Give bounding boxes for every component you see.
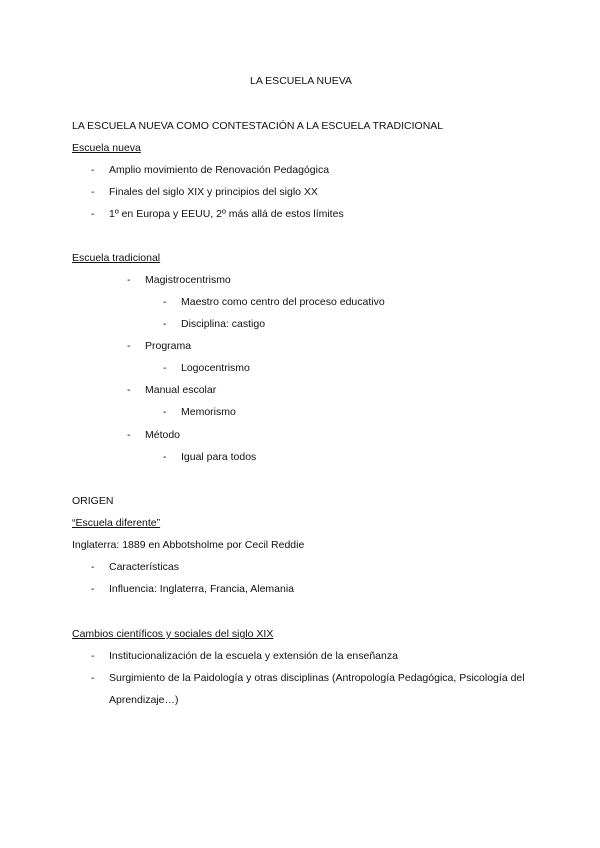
list-item: Manual escolar <box>145 384 217 396</box>
section-heading-origen: ORIGEN <box>72 495 114 507</box>
bullet-dash: - <box>127 274 131 286</box>
sub-list-item: Disciplina: castigo <box>181 318 266 330</box>
origin-statement: Inglaterra: 1889 en Abbotsholme por Cecil Reddie <box>72 539 305 551</box>
sub-list-item: Logocentrismo <box>181 362 250 374</box>
list-item: 1º en Europa y EEUU, 2º más allá de estos límites <box>109 208 344 220</box>
bullet-dash: - <box>127 429 131 441</box>
bullet-dash: - <box>163 318 167 330</box>
list-item: Programa <box>145 340 192 352</box>
bullet-dash: - <box>127 340 131 352</box>
label-cambios: Cambios científicos y sociales del siglo XIX <box>72 628 274 640</box>
list-item: Institucionalización de la escuela y extensión de la enseñanza <box>109 650 398 662</box>
label-escuela-tradicional: Escuela tradicional <box>72 252 161 264</box>
section-heading-contestacion: LA ESCUELA NUEVA COMO CONTESTACIÓN A LA ESCUELA TRADICIONAL <box>72 120 444 132</box>
label-escuela-diferente: “Escuela diferente” <box>72 517 161 529</box>
bullet-dash: - <box>91 186 95 198</box>
list-item: Características <box>109 561 180 573</box>
bullet-dash: - <box>163 362 167 374</box>
label-escuela-nueva: Escuela nueva <box>72 142 141 154</box>
bullet-dash: - <box>127 384 131 396</box>
list-item: Influencia: Inglaterra, Francia, Alemania <box>109 583 295 595</box>
bullet-dash: - <box>163 296 167 308</box>
list-item: Surgimiento de la Paidología y otras disciplinas (Antropología Pedagógica, Psicología del Aprendizaje…) <box>109 672 525 706</box>
bullet-dash: - <box>91 208 95 220</box>
bullet-dash: - <box>163 451 167 463</box>
bullet-dash: - <box>163 406 167 418</box>
bullet-dash: - <box>91 164 95 176</box>
bullet-dash: - <box>91 583 95 595</box>
bullet-dash: - <box>91 561 95 573</box>
bullet-dash: - <box>91 650 95 662</box>
document-title: LA ESCUELA NUEVA <box>250 75 352 87</box>
list-item: Amplio movimiento de Renovación Pedagógica <box>109 164 330 176</box>
sub-list-item: Memorismo <box>181 406 236 418</box>
bullet-dash: - <box>91 672 95 684</box>
list-item: Método <box>145 429 181 441</box>
sub-list-item: Igual para todos <box>181 451 257 463</box>
list-item: Finales del siglo XIX y principios del siglo XX <box>109 186 318 198</box>
list-item: Magistrocentrismo <box>145 274 231 286</box>
sub-list-item: Maestro como centro del proceso educativo <box>181 296 385 308</box>
